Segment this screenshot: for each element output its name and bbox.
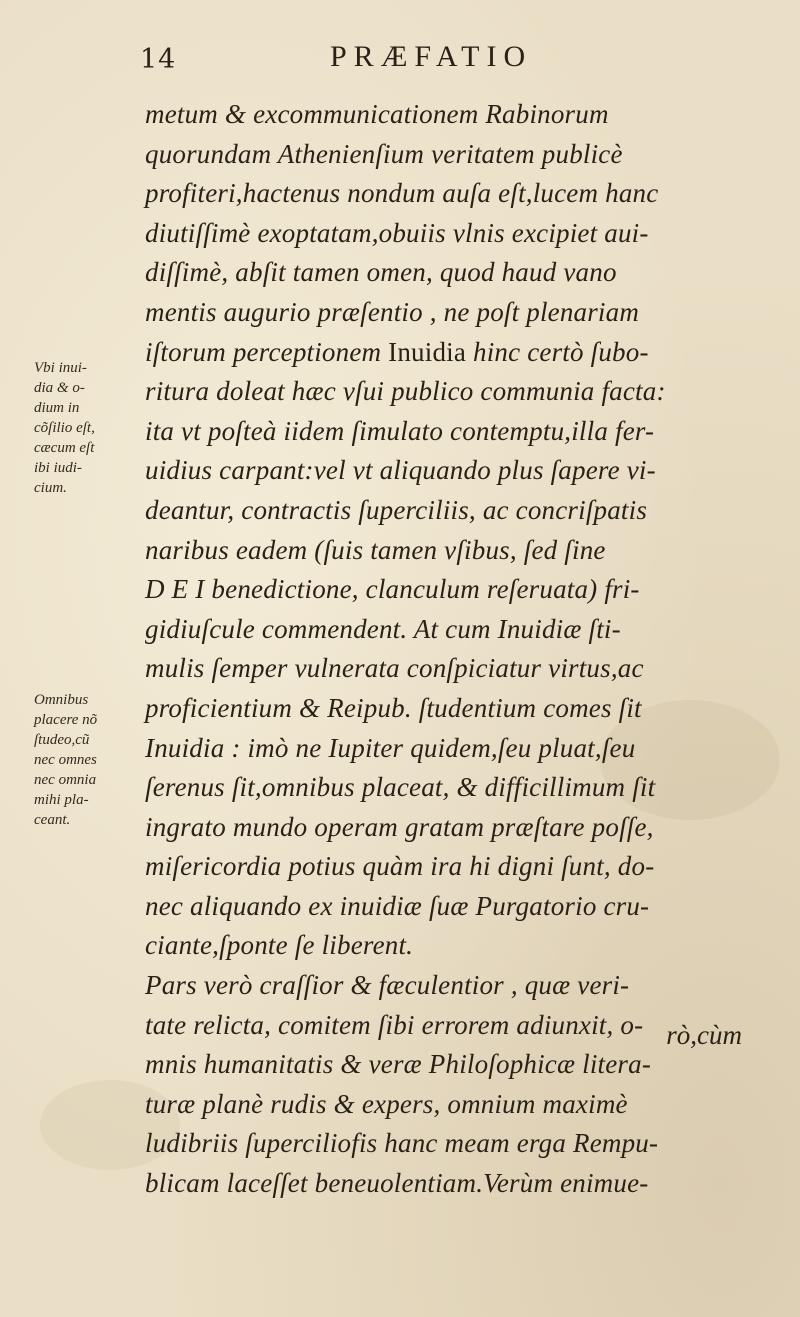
text-line: turæ planè rudis & expers, omnium maximè [145,1088,628,1119]
catchword: rò,cùm [666,1020,742,1050]
text-line: ciante,ſponte ſe liberent. [145,930,414,961]
text-line: ſerenus ſit,omnibus placeat, & difficillimum ſit [145,772,656,803]
text-line: Inuidia : imò ne Iupiter quidem,ſeu pluat,ſeu [145,732,636,763]
marginal-note-envy [34,358,142,498]
text-line: iſtorum perceptionem Inuidia hinc certò ſubo- [145,336,649,367]
marginal-note-line: nec omnes [34,752,97,768]
text-line: quorundam Athenienſium veritatem publicè [145,138,623,169]
text-line: mnis humanitatis & veræ Philoſophicæ litera- [145,1049,652,1080]
page-number: 14 [140,44,177,75]
marginal-note-line: mihi pla- [34,792,89,808]
text-line: uidius carpant:vel vt aliquando plus ſapere vi- [145,455,656,486]
text-line: ita vt poſteà iidem ſimulato contemptu,illa fer- [145,415,655,446]
marginal-note-line: ibi iudi- [34,460,82,476]
marginal-note-line: cõſilio eſt, [34,420,95,436]
marginal-note-line: ſtudeo,cũ [34,732,90,748]
marginal-note-line: ceant. [34,812,71,828]
marginal-note-please-all [34,690,142,830]
text-line: ludibriis ſuperciliofis hanc meam erga Rempu- [145,1128,659,1159]
text-line: diſſimè, abſit tamen omen, quod haud vano [145,257,617,288]
text-line: D E I benedictione, clanculum reſeruata) fri- [145,574,640,605]
text-line: Pars verò craſſior & fæculentior , quæ veri- [145,970,630,1001]
text-line: mentis augurio præſentio , ne poſt plenariam [145,296,640,327]
marginal-note-line: dium in [34,400,80,416]
text-line: nec aliquando ex inuidiæ ſuæ Purgatorio cru- [145,890,650,921]
text-line: mulis ſemper vulnerata conſpiciatur virtus,ac [145,653,644,684]
running-head: PRÆFATIO [330,40,533,73]
text-line: diutiſſimè exoptatam,obuiis vlnis excipiet aui- [145,217,649,248]
marginal-note-line: dia & o- [34,380,85,396]
text-line: gidiuſcule commendent. At cum Inuidiæ ſti- [145,613,621,644]
text-line: deantur, contractis ſuperciliis, ac concriſpatis [145,494,648,525]
marginal-note-line: Vbi inui- [34,360,87,376]
roman-word: Inuidia [388,336,467,367]
text-line: proficientium & Reipub. ſtudentium comes ſit [145,692,642,723]
marginal-note-line: cium. [34,480,67,496]
text-line: ritura doleat hæc vſui publico communia facta: [145,376,666,407]
marginal-note-line: nec omnia [34,772,97,788]
text-line: naribus eadem (ſuis tamen vſibus, ſed ſine [145,534,606,565]
text-line: blicam laceſſet beneuolentiam.Verùm enimue- [145,1168,649,1199]
text-line: miſericordia potius quàm ira hi digni ſunt, do- [145,851,655,882]
marginal-note-line: Omnibus [34,692,89,708]
text-line: profiteri,hactenus nondum auſa eſt,lucem hanc [145,178,659,209]
marginal-note-line: cæcum eſt [34,440,95,456]
text-line: metum & excommunicationem Rabinorum [145,99,609,129]
text-line: ingrato mundo operam gratam præſtare poſſe, [145,811,654,842]
marginal-note-line: placere nõ [34,712,98,728]
text-line: tate relicta, comitem ſibi errorem adiunxit, o- [145,1009,644,1040]
